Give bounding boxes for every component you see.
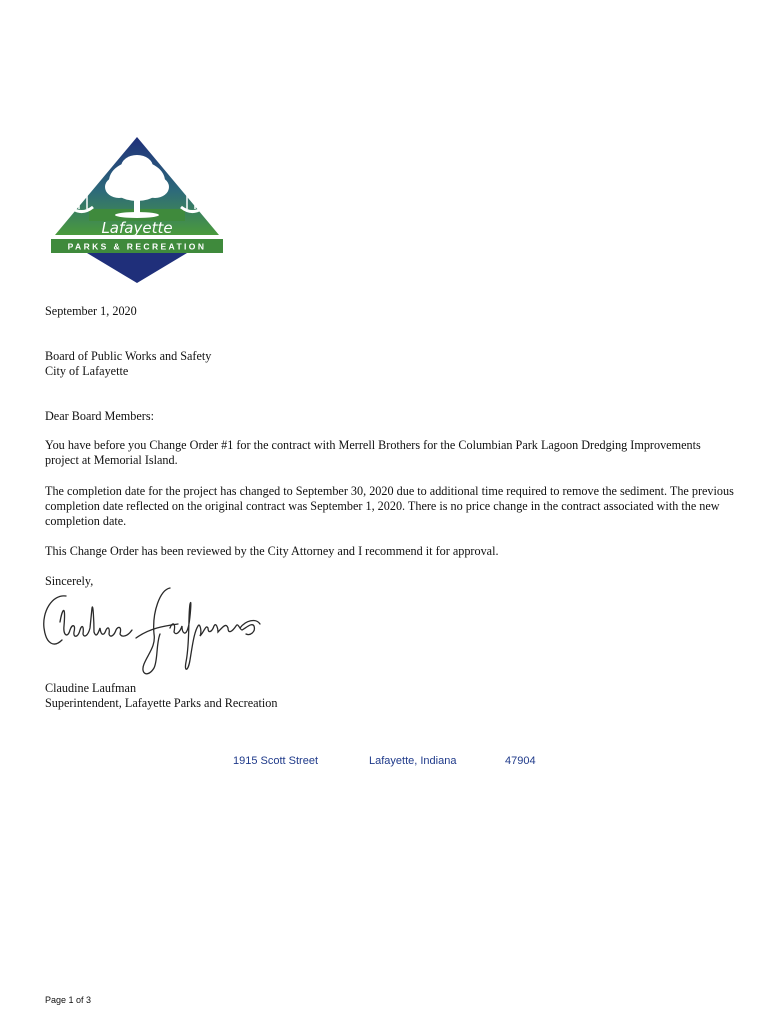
footer-city-state: Lafayette, Indiana (369, 755, 457, 767)
signer-name: Claudine Laufman (45, 681, 137, 695)
recipient-line-2: City of Lafayette (45, 364, 129, 378)
paragraph-3: This Change Order has been reviewed by the City Attorney and I recommend it for approval. (45, 544, 499, 558)
logo-name: Lafayette (101, 219, 173, 237)
letter-date: September 1, 2020 (45, 304, 137, 318)
lafayette-parks-logo (49, 135, 225, 285)
salutation: Dear Board Members: (45, 409, 154, 423)
recipient-line-1: Board of Public Works and Safety (45, 349, 212, 363)
paragraph-1: You have before you Change Order #1 for the contract with Merrell Brothers for the Columbian Park Lagoon Dredging Improvements project at Memorial Island. (45, 438, 701, 467)
signer-title: Superintendent, Lafayette Parks and Recreation (45, 696, 278, 710)
signature-image (40, 582, 265, 682)
logo-tagline: PARKS & RECREATION (67, 241, 207, 252)
paragraph-2: The completion date for the project has changed to September 30, 2020 due to additional time required to remove the sediment. The previous completion date reflected on the original contract was September 1, 2020. There is no price change in the contract associated with the new completion date. (45, 484, 734, 528)
footer-zip: 47904 (505, 755, 536, 767)
closing: Sincerely, (45, 574, 94, 588)
page-number: Page 1 of 3 (45, 995, 92, 1005)
footer-street: 1915 Scott Street (233, 755, 318, 767)
logo-lower-triangle (87, 253, 187, 283)
